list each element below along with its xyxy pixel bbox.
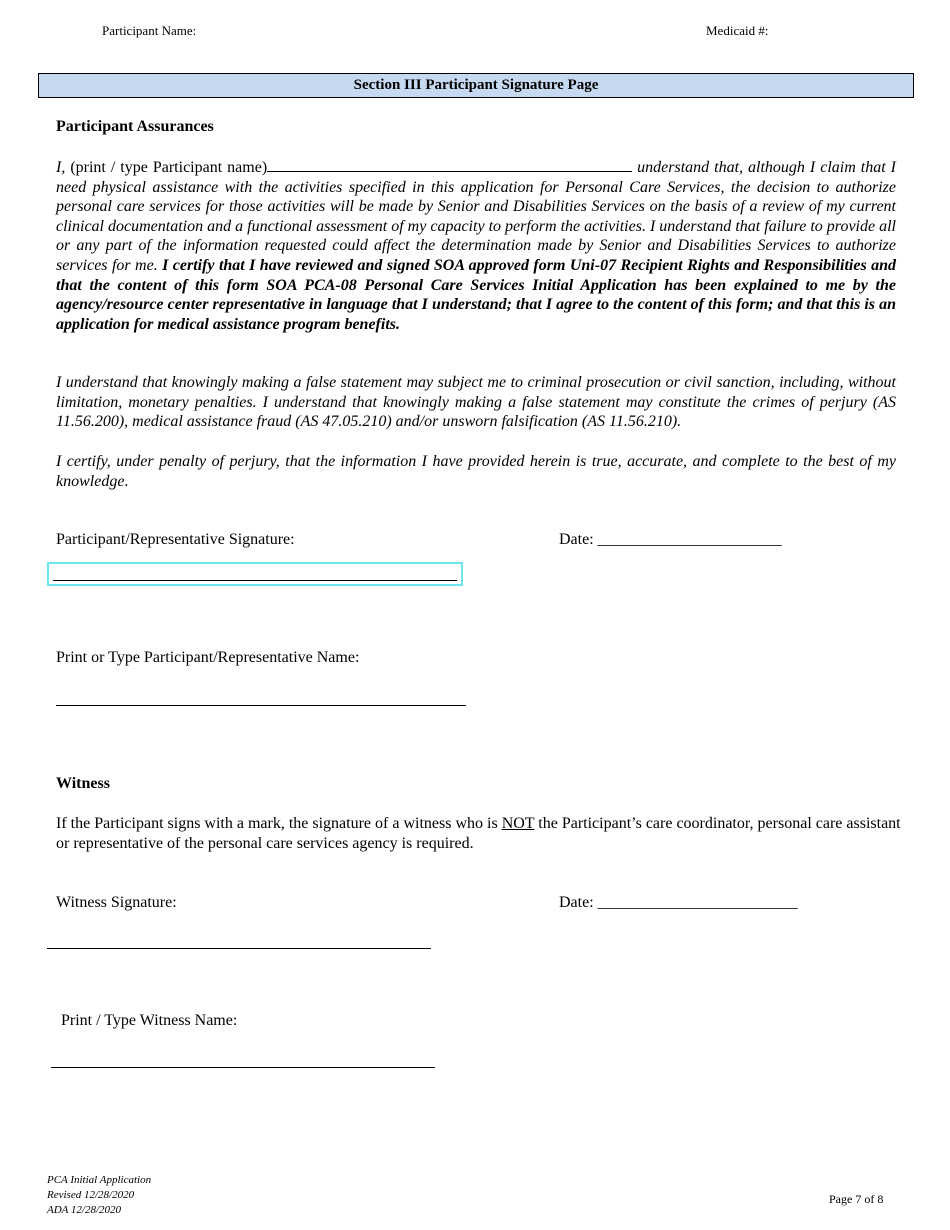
participant-signature-field[interactable] <box>47 562 463 586</box>
witness-date-field[interactable]: Date: _________________________ <box>559 894 798 911</box>
footer-form-name: PCA Initial Application <box>47 1174 152 1186</box>
page-number: Page 7 of 8 <box>829 1192 884 1206</box>
assurances-paragraph-3 <box>56 452 896 491</box>
assurances-paragraph-1 <box>56 157 896 334</box>
participant-date-field[interactable]: Date: _______________________ <box>559 531 782 548</box>
print-witness-name-label: Print / Type Witness Name: <box>61 1012 238 1029</box>
print-witness-name-line[interactable] <box>51 1067 435 1068</box>
witness-signature-label: Witness Signature: <box>56 894 177 911</box>
participant-name-label: Participant Name: <box>102 23 197 38</box>
assurances-bold-text: I certify that I have reviewed and signed SOA approved form Uni-07 Recipient Rights and Responsibilities and that the content of this form SOA PCA-08 Personal Care Services Initial Application has been explained to me by the agency/resource center representative in language that I understand; that I agree to the content of this form; and that this is an application for medical assistance program benefits. <box>56 256 896 333</box>
section-title-bar: Section III Participant Signature Page <box>38 73 914 98</box>
witness-instructions <box>56 814 901 854</box>
assurances-heading: Participant Assurances <box>56 118 214 135</box>
print-participant-name-line[interactable] <box>56 705 466 706</box>
certify-period: . <box>124 472 129 490</box>
participant-signature-label: Participant/Representative Signature: <box>56 531 295 548</box>
witness-signature-line[interactable] <box>47 948 431 949</box>
medicaid-number-label: Medicaid #: <box>706 23 769 38</box>
certify-text: I certify, under penalty of perjury, that the information I have provided herein is true, accurate, and complete to the best of my knowledge <box>56 453 896 490</box>
witness-text-after: the Participant’s care coordinator, personal care assistant or representative of the personal care services agency is required. <box>56 815 901 852</box>
form-footer-info <box>47 1173 151 1218</box>
print-name-prompt: (print / type Participant name) <box>65 159 268 176</box>
pronoun-i: I, <box>56 159 66 176</box>
assurances-italic-text: understand that, although I claim that I need physical assistance with the activities specified in this application for Personal Care Services, the decision to authorize personal care services for those activities will be made by Senior and Disabilities Services on the basis of a review of my current clinical documentation and a functional assessment of my capacity to perform the activities. I understand that failure to provide all or any part of the information requested could affect the determination made by Senior and Disabilities Services to authorize services for me. <box>56 159 897 274</box>
footer-revised-date: Revised 12/28/2020 <box>47 1189 135 1201</box>
print-participant-name-label: Print or Type Participant/Representative Name: <box>56 649 360 666</box>
assurances-paragraph-2: I understand that knowingly making a false statement may subject me to criminal prosecution or civil sanction, including, without limitation, monetary penalties. I understand that knowingly making a false statement may constitute the crimes of perjury (AS 11.56.200), medical assistance fraud (AS 47.05.210) and/or unsworn falsification (AS 11.56.210). <box>56 374 896 431</box>
witness-text-before: If the Participant signs with a mark, the signature of a witness who is <box>56 815 502 832</box>
footer-ada-date: ADA 12/28/2020 <box>47 1204 122 1216</box>
signature-line <box>53 580 457 581</box>
participant-name-fill-line[interactable] <box>267 157 632 172</box>
witness-heading: Witness <box>56 775 110 792</box>
witness-text-not: NOT <box>501 815 535 832</box>
